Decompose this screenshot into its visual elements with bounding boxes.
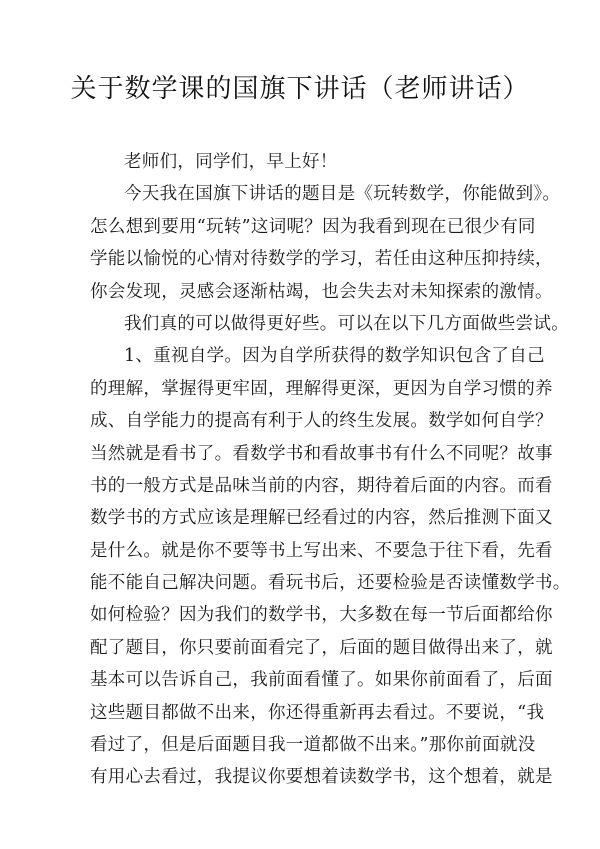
body-line: 你会发现，灵感会逐渐枯竭，也会失去对未知探索的激情。 bbox=[90, 281, 553, 302]
body-line: 今天我在国旗下讲话的题目是《玩转数学，你能做到》。 bbox=[124, 184, 561, 205]
body-line: 我们真的可以做得更好些。可以在以下几方面做些尝试。 bbox=[124, 313, 569, 334]
document-body bbox=[90, 146, 571, 794]
body-line: 学能以愉悦的心情对待数学的学习，若任由这种压抑持续， bbox=[90, 249, 553, 270]
body-line: 这些题目都做不出来，你还得重新再去看过。不要说，“我 bbox=[90, 702, 545, 723]
body-line: 有用心去看过，我提议你要想着读数学书，这个想着，就是 bbox=[90, 767, 553, 788]
body-line: 成、自学能力的提高有利于人的终生发展。数学如何自学？ bbox=[90, 411, 553, 432]
body-line: 的理解，掌握得更牢固，理解得更深，更因为自学习惯的养 bbox=[90, 378, 553, 399]
body-line: 如何检验？因为我们的数学书，大多数在每一节后面都给你 bbox=[90, 605, 553, 626]
body-line: 老师们，同学们，早上好！ bbox=[124, 152, 338, 172]
body-line: 配了题目，你只要前面看完了，后面的题目做得出来了，就 bbox=[90, 637, 553, 658]
document-title: 关于数学课的国旗下讲话（老师讲话） bbox=[70, 74, 530, 104]
body-line: 是什么。就是你不要等书上写出来、不要急于往下看，先看 bbox=[90, 540, 553, 561]
body-line: 能不能自己解决问题。看玩书后，还要检验是否读懂数学书。 bbox=[90, 573, 571, 594]
body-line: 书的一般方式是品味当前的内容，期待着后面的内容。而看 bbox=[90, 475, 553, 496]
body-line: 当然就是看书了。看数学书和看故事书有什么不同呢？故事 bbox=[90, 443, 553, 464]
body-line: 1、重视自学。因为自学所获得的数学知识包含了自己 bbox=[124, 346, 545, 367]
body-line: 数学书的方式应该是理解已经看过的内容，然后推测下面又 bbox=[90, 508, 553, 529]
body-line: 看过了，但是后面题目我一道都做不出来。”那你前面就没 bbox=[90, 735, 536, 756]
body-line: 基本可以告诉自己，我前面看懂了。如果你前面看了，后面 bbox=[90, 670, 553, 691]
body-line: 怎么想到要用“玩转”这词呢？因为我看到现在已很少有同 bbox=[90, 216, 536, 237]
